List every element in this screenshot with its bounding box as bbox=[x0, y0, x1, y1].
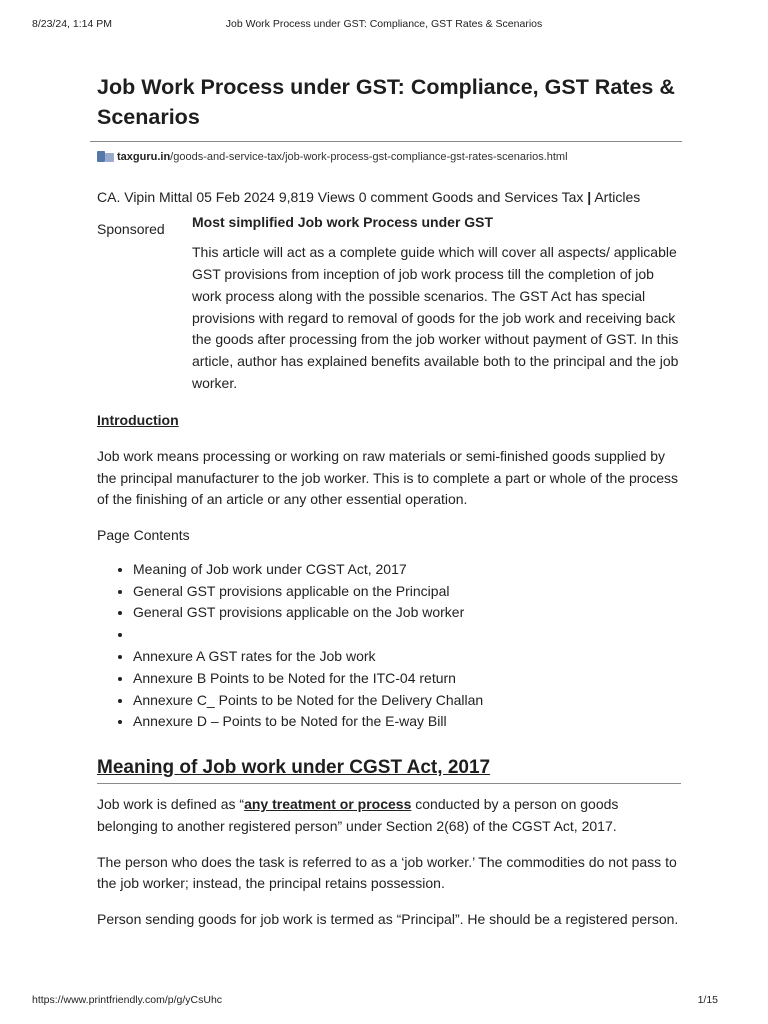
toc-item bbox=[133, 624, 681, 646]
source-link[interactable] bbox=[97, 150, 681, 163]
introduction-heading: Introduction bbox=[97, 412, 179, 429]
meta-category[interactable]: Articles bbox=[594, 189, 641, 205]
article-title: Job Work Process under GST: Compliance, GST Rates & Scenarios bbox=[90, 72, 682, 142]
sponsored-label: Sponsored bbox=[97, 220, 165, 237]
section-paragraph bbox=[97, 794, 681, 837]
toc-item[interactable]: • Annexure B Points to be Noted for the ITC-04 return bbox=[133, 668, 681, 690]
source-path: /goods-and-service-tax/job-work-process-gst-compliance-gst-rates-scenarios.html bbox=[170, 150, 568, 163]
meta-separator: | bbox=[587, 189, 592, 205]
section-paragraph: Person sending goods for job work is termed as “Principal”. He should be a registered person. bbox=[97, 911, 679, 928]
page-contents-label: Page Contents bbox=[97, 527, 190, 544]
toc-item[interactable]: • Annexure A GST rates for the Job work bbox=[133, 646, 681, 668]
article bbox=[97, 72, 681, 931]
section-heading bbox=[97, 755, 681, 784]
toc-item[interactable]: • Meaning of Job work under CGST Act, 2017 bbox=[133, 559, 681, 581]
definition-link[interactable]: any treatment or process bbox=[244, 796, 412, 813]
sponsored-block bbox=[97, 212, 681, 395]
article-subtitle: Most simplified Job work Process under GST bbox=[192, 213, 494, 230]
toc-item[interactable]: • Annexure C_ Points to be Noted for the Delivery Challan bbox=[133, 690, 681, 712]
toc-item[interactable]: • Annexure D – Points to be Noted for the E-way Bill bbox=[133, 711, 681, 733]
article-meta bbox=[97, 187, 681, 209]
section-paragraph: The person who does the task is referred to as a ‘job worker.’ The commodities do not pass to the job worker; instead, the principal retains possession. bbox=[97, 853, 677, 892]
table-of-contents bbox=[97, 559, 681, 733]
site-favicon-icon bbox=[97, 150, 114, 163]
print-footer-url: https://www.printfriendly.com/p/g/yCsUhc bbox=[32, 994, 223, 1006]
toc-item[interactable]: • General GST provisions applicable on the Principal bbox=[133, 581, 681, 603]
intro-paragraph: This article will act as a complete guide which will cover all aspects/ applicable GST provisions from inception of job work process till the completion of job work process along with the possible scenarios. The GST Act has special provisions with regard to removal of goods for the job work and receiving back the goods after processing from the job worker without payment of GST. In this article, author has explained benefits available both to the principal and the job worker. bbox=[192, 244, 679, 391]
text-span: Job work is defined as “ bbox=[97, 796, 245, 813]
meta-text: CA. Vipin Mittal 05 Feb 2024 9,819 Views 0 comment Goods and Services Tax bbox=[97, 189, 584, 205]
print-datetime: 8/23/24, 1:14 PM bbox=[32, 18, 112, 30]
section-heading-text: Meaning of Job work under CGST Act, 2017 bbox=[97, 757, 491, 779]
text-span: conducted by a person on goods belonging to another registered person” under Section 2(68) of the CGST Act, 2017. bbox=[97, 796, 619, 834]
source-domain: taxguru.in bbox=[117, 150, 171, 163]
print-page-title: Job Work Process under GST: Compliance, GST Rates & Scenarios bbox=[225, 18, 543, 30]
introduction-text: Job work means processing or working on raw materials or semi-finished goods supplied by the principal manufacturer to the job worker. This is to complete a part or whole of the process of the finishing of an article or any other essential operation. bbox=[97, 448, 679, 508]
print-page-number: 1/15 bbox=[697, 994, 718, 1006]
toc-item[interactable]: • General GST provisions applicable on the Job worker bbox=[133, 602, 681, 624]
